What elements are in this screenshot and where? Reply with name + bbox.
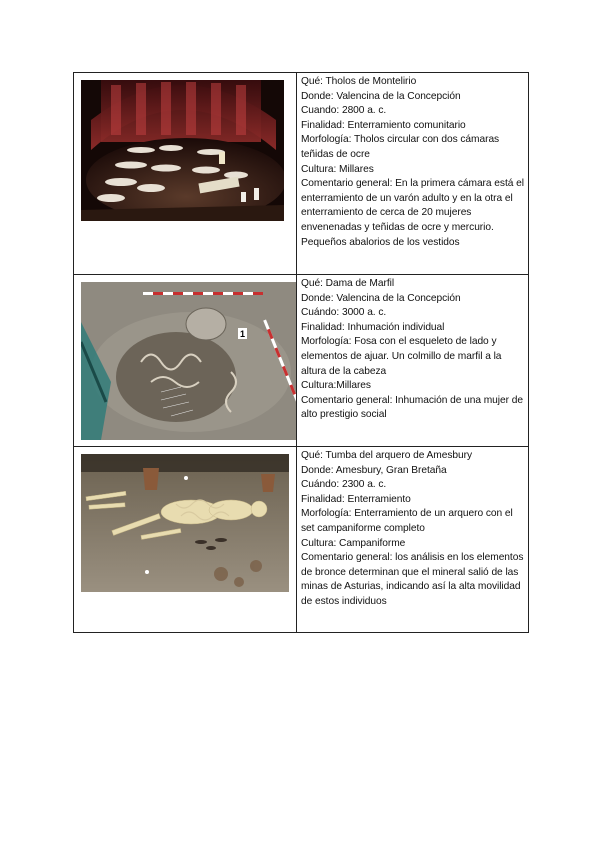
comentario-line: Comentario general: En la primera cámara está el enterramiento de un varón adulto y en la otra el enterramiento de cerca de 20 mujeres envenenadas y teñidas de ocre y mercurio. Pequeños abalorios de los vestidos [301, 178, 524, 248]
table-row [74, 73, 529, 275]
finalidad-line: Finalidad: Enterramiento [301, 493, 411, 505]
cuando-line: Cuando: 2800 a. c. [301, 105, 387, 117]
donde-line: Donde: Valencina de la Concepción [301, 90, 461, 102]
image-cell [74, 73, 297, 275]
comentario-line: Comentario general: los análisis en los elementos de bronce determinan que el mineral salió de las minas de Asturias, indicando así la alta movilidad de estos individuos [301, 552, 524, 607]
tholos-photo [81, 80, 284, 221]
que-line: Qué: Tholos de Montelirio [301, 76, 417, 87]
cuando-line: Cuándo: 2300 a. c. [301, 479, 387, 491]
text-cell [297, 275, 529, 447]
morfologia-line: Morfología: Tholos circular con dos cámaras teñidas de ocre [301, 134, 500, 160]
morfologia-line: Morfología: Fosa con el esqueleto de lado y elementos de ajuar. Un colmillo de marfil a la altura de la cabeza [301, 336, 502, 377]
cultura-line: Cultura: Campaniforme [301, 537, 406, 549]
comentario-line: Comentario general: Inhumación de una mujer de alto prestigio social [301, 394, 523, 421]
que-line: Qué: Dama de Marfil [301, 278, 395, 289]
donde-line: Donde: Valencina de la Concepción [301, 292, 461, 304]
table-row [74, 275, 529, 447]
cuando-line: Cuándo: 3000 a. c. [301, 307, 387, 319]
finalidad-line: Finalidad: Inhumación individual [301, 321, 445, 333]
finalidad-line: Finalidad: Enterramiento comunitario [301, 119, 466, 131]
entry-text [297, 447, 528, 612]
info-table [73, 72, 529, 633]
que-line: Qué: Tumba del arquero de Amesbury [301, 450, 473, 461]
cultura-line: Cultura:Millares [301, 380, 371, 392]
donde-line: Donde: Amesbury, Gran Bretaña [301, 464, 447, 476]
entry-text [297, 73, 528, 252]
morfologia-line: Morfología: Enterramiento de un arquero con el set campaniforme completo [301, 508, 513, 534]
cultura-line: Cultura: Millares [301, 163, 374, 175]
image-cell [74, 447, 297, 633]
text-cell [297, 447, 529, 633]
table-row [74, 447, 529, 633]
scale-marker: 1 [239, 329, 246, 339]
image-cell [74, 275, 297, 447]
text-cell [297, 73, 529, 275]
arquero-photo [81, 454, 289, 592]
dama-marfil-photo [81, 282, 296, 440]
entry-text [297, 275, 528, 425]
